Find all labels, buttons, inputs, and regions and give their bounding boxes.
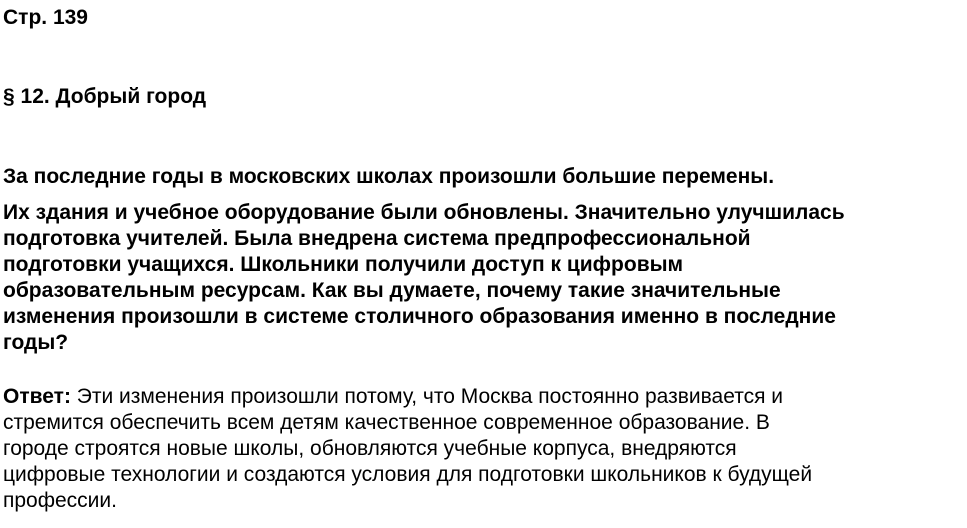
answer-line: профессии.: [3, 489, 117, 512]
answer-block: [3, 384, 965, 514]
question-line: подготовка учителей. Была внедрена система предпрофессиональной: [3, 227, 751, 250]
question-line: образовательным ресурсам. Как вы думаете, почему такие значительные: [3, 279, 781, 302]
answer-line: городе строятся новые школы, обновляются учебные корпуса, внедряются: [3, 437, 737, 460]
answer-line: цифровые технологии и создаются условия для подготовки школьников к будущей: [3, 463, 813, 486]
question-line: Их здания и учебное оборудование были обновлены. Значительно улучшилась: [3, 201, 845, 224]
page-number: Стр. 139: [3, 6, 88, 29]
question-line: годы?: [3, 331, 69, 354]
question-intro: За последние годы в московских школах произошли большие перемены.: [3, 165, 775, 188]
answer-label: Ответ:: [3, 385, 71, 408]
section-title: § 12. Добрый город: [3, 85, 207, 108]
question-block: [3, 164, 965, 356]
question-line: подготовки учащихся. Школьники получили доступ к цифровым: [3, 253, 684, 276]
answer-line: стремится обеспечить всем детям качественное современное образование. В: [3, 411, 770, 434]
question-line: изменения произошли в системе столичного образования именно в последние: [3, 305, 836, 328]
answer-first-line: [3, 384, 965, 410]
answer-text: Эти изменения произошли потому, что Москва постоянно развивается и: [70, 385, 784, 408]
